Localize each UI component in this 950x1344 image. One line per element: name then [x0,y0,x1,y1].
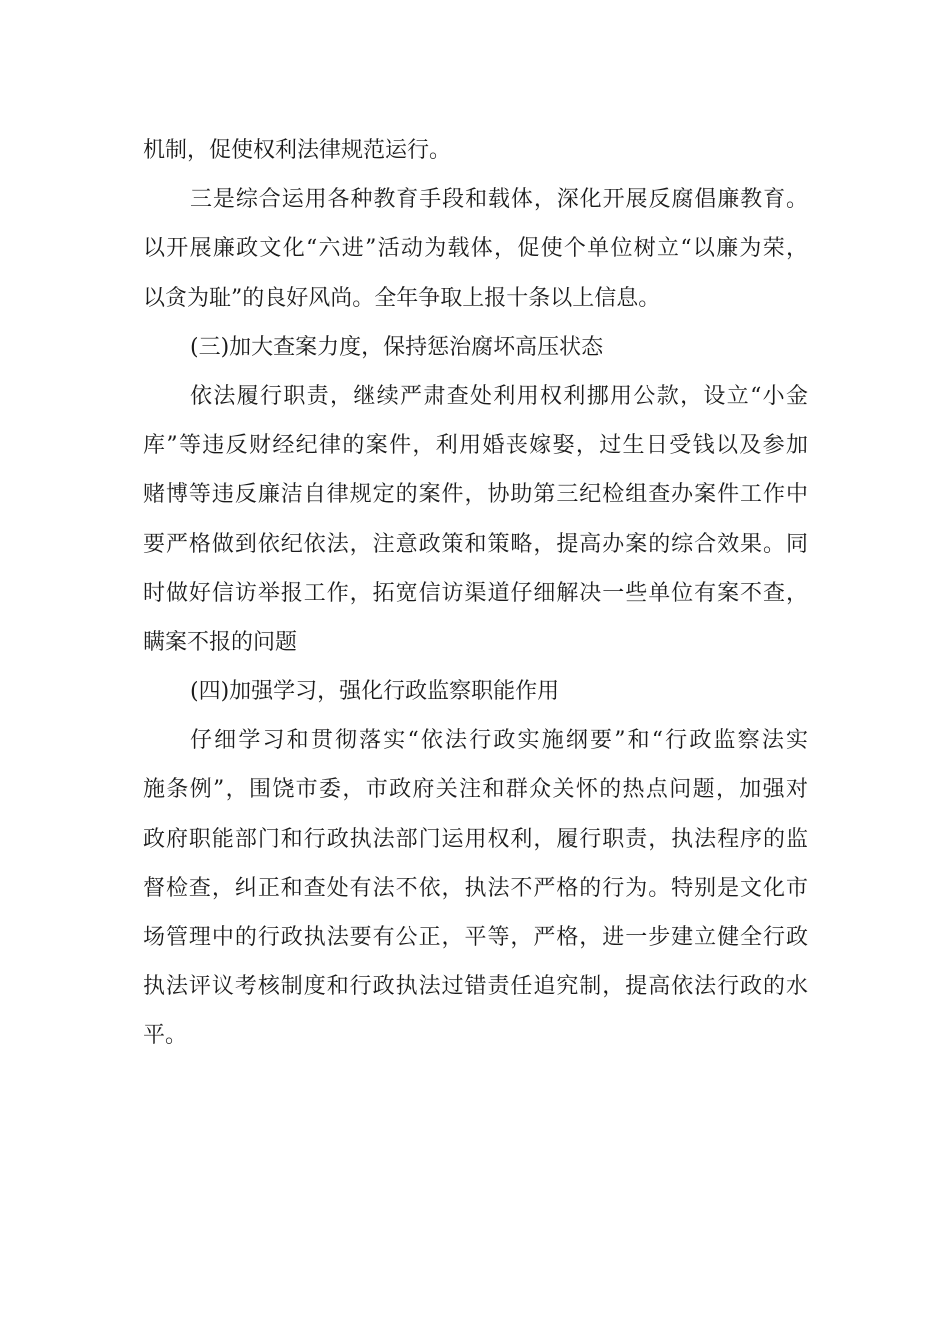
text-line-4: 以贪为耻”的良好风尚。全年争取上报十条以上信息。 [143,285,661,311]
text-line-6: 依法履行职责，继续严肃查处利用权利挪用公款，设立“小金 [190,383,808,409]
text-line-15: 政府职能部门和行政执法部门运用权利，履行职责，执法程序的监 [143,826,808,852]
text-line-7: 库”等违反财经纪律的案件，利用婚丧嫁娶，过生日受钱以及参加 [143,433,808,459]
text-line-19: 平。 [143,1023,188,1049]
text-line-11: 瞒案不报的问题 [143,629,298,655]
document-body [143,126,808,1061]
text-line-14: 施条例”，围饶市委，市政府关注和群众关怀的热点问题，加强对 [143,777,808,803]
text-line-18: 执法评议考核制度和行政执法过错责任追究制，提高依法行政的水 [143,974,808,1000]
text-line-8: 赌博等违反廉洁自律规定的案件，协助第三纪检组查办案件工作中 [143,482,808,508]
text-line-17: 场管理中的行政执法要有公正，平等，严格，进一步建立健全行政 [143,925,808,950]
text-line-9: 要严格做到依纪依法，注意政策和策略，提高办案的综合效果。同 [143,531,808,557]
section-heading-4: (四)加强学习，强化行政监察职能作用 [190,679,560,705]
section-heading-3: (三)加大查案力度，保持惩治腐坏高压状态 [190,334,604,360]
text-line-10: 时做好信访举报工作，拓宽信访渠道仔细解决一些单位有案不查， [143,580,808,606]
text-line-16: 督检查，纠正和查处有法不依，执法不严格的行为。特别是文化市 [143,875,808,901]
text-line-3: 以开展廉政文化“六进”活动为载体，促使个单位树立“以廉为荣， [143,236,808,262]
text-line-2: 三是综合运用各种教育手段和载体，深化开展反腐倡廉教育。 [190,187,808,213]
text-line-1: 机制，促使权利法律规范运行。 [143,138,452,163]
text-line-13: 仔细学习和贯彻落实“依法行政实施纲要”和“行政监察法实 [190,728,808,754]
